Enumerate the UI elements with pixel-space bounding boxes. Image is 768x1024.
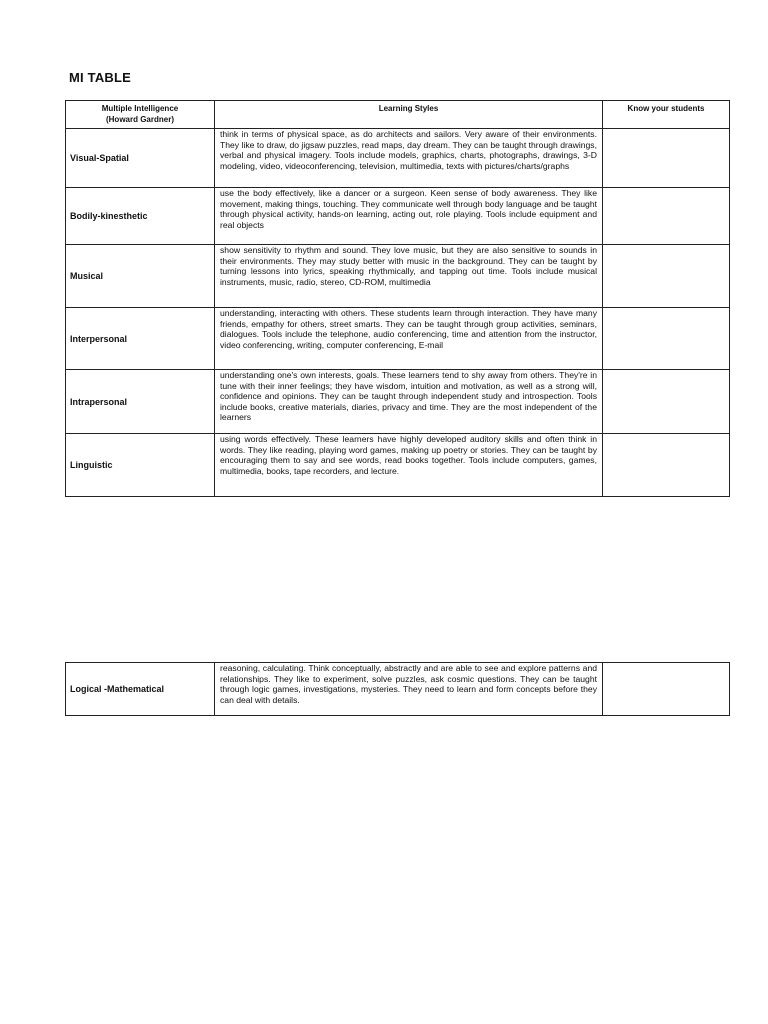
mi-table [65,100,730,497]
learning-style-text: using words effectively. These learners have highly developed auditory skills and often think in words. They like reading, playing word games, making up poetry or stories. They can be taught by encouraging them to say and see words, read books together. Tools include computers, games, multimedia, books, tape recorders, and lecture. [215,434,603,497]
intelligence-name: Musical [66,245,215,308]
table-row [66,308,730,370]
know-your-students-cell[interactable] [603,434,730,497]
learning-style-text: think in terms of physical space, as do architects and sailors. Very aware of their environments. They like to draw, do jigsaw puzzles, read maps, day dream. They can be taught through drawings, verbal and physical imagery. Tools include models, graphics, charts, photographs, drawings, 3-D modeling, video, videoconferencing, television, multimedia, texts with pictures/charts/graphs [215,129,603,188]
learning-style-text: reasoning, calculating. Think conceptually, abstractly and are able to see and explore patterns and relationships. They like to experiment, solve puzzles, ask cosmic questions. They can be taught through logic games, investigations, mysteries. They need to learn and form concepts before they can deal with details. [215,663,603,716]
page-title: MI TABLE [69,70,132,85]
mi-table-continued [65,662,730,716]
know-your-students-cell[interactable] [603,370,730,434]
table-row [66,663,730,716]
know-your-students-cell[interactable] [603,663,730,716]
table-row [66,434,730,497]
learning-style-text: understanding, interacting with others. These students learn through interaction. They have many friends, empathy for others, street smarts. They can be taught through group activities, seminars, dialogues. Tools include the telephone, audio conferencing, time and attention from the instructor, video conferencing, writing, computer conferencing, E-mail [215,308,603,370]
header-learning-styles: Learning Styles [215,101,603,129]
learning-style-text: use the body effectively, like a dancer or a surgeon. Keen sense of body awareness. They like movement, making things, touching. They communicate well through body language and be taught through physical activity, hands-on learning, acting out, role playing. Tools include equipment and real objects [215,188,603,245]
know-your-students-cell[interactable] [603,129,730,188]
intelligence-name: Intrapersonal [66,370,215,434]
table-row [66,370,730,434]
table-row [66,245,730,308]
intelligence-name: Linguistic [66,434,215,497]
know-your-students-cell[interactable] [603,188,730,245]
table-row [66,188,730,245]
table-row [66,129,730,188]
header-intelligence-line2: (Howard Gardner) [105,115,174,124]
learning-style-text: show sensitivity to rhythm and sound. They love music, but they are also sensitive to sounds in their environments. They may study better with music in the background. They can be taught by turning lessons into lyrics, speaking rhythmically, and tapping out time. Tools include musical instruments, music, radio, stereo, CD-ROM, multimedia [215,245,603,308]
header-know-your-students: Know your students [603,101,730,129]
header-intelligence [66,101,215,129]
intelligence-name: Logical -Mathematical [66,663,215,716]
intelligence-name: Interpersonal [66,308,215,370]
know-your-students-cell[interactable] [603,245,730,308]
learning-style-text: understanding one's own interests, goals. These learners tend to shy away from others. They're in tune with their inner feelings; they have wisdom, intuition and motivation, as well as a strong will, confidence and opinions. They can be taught through independent study and introspection. Tools include books, creative materials, diaries, privacy and time. They are the most independent of the learners [215,370,603,434]
header-row [66,101,730,129]
know-your-students-cell[interactable] [603,308,730,370]
intelligence-name: Bodily-kinesthetic [66,188,215,245]
header-intelligence-line1: Multiple Intelligence [101,104,179,113]
intelligence-name: Visual-Spatial [66,129,215,188]
